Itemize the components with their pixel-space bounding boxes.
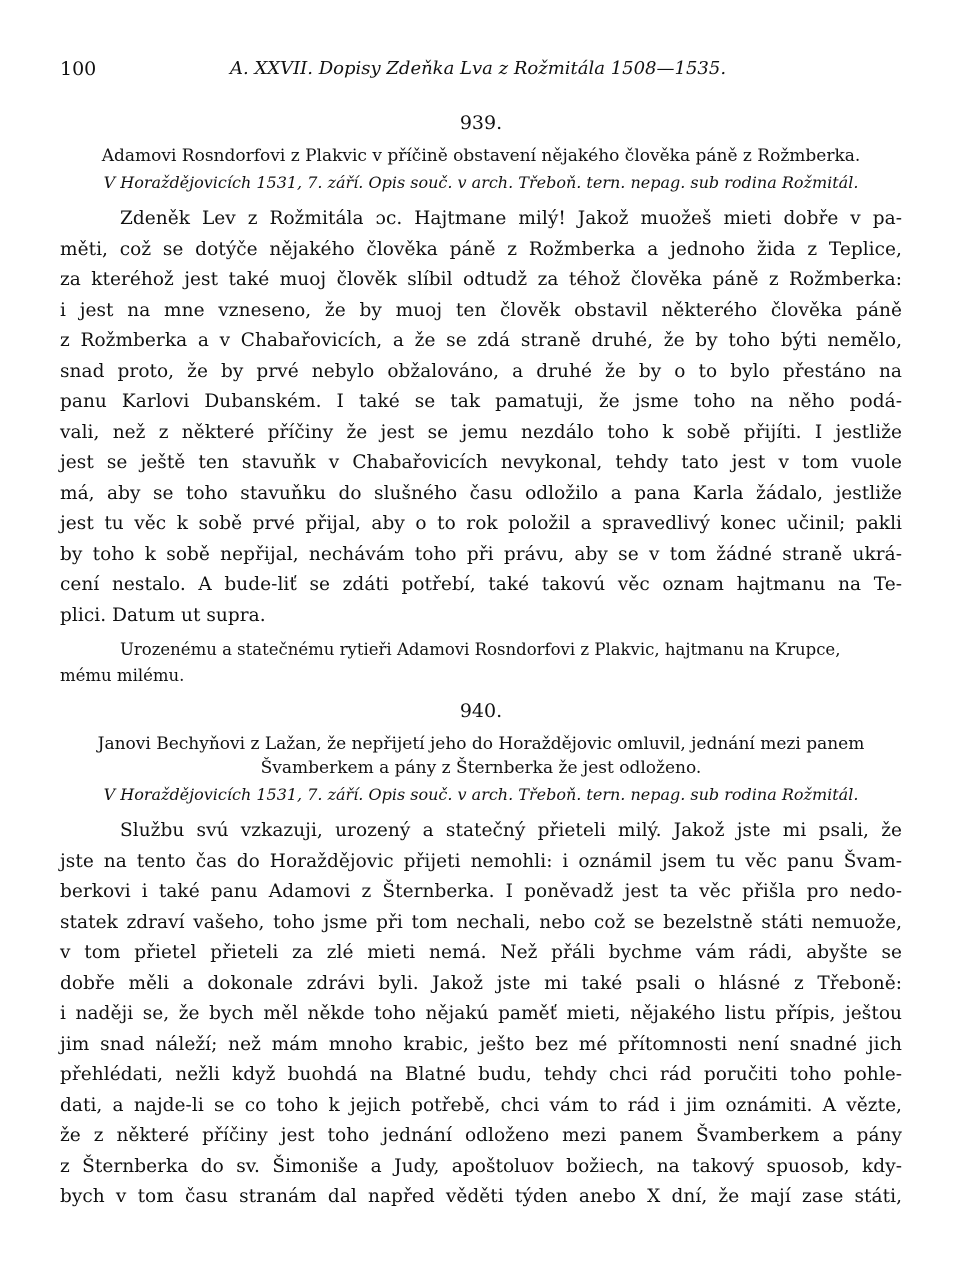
body-line: v tom přietel přieteli za zlé mieti nemá. Než přáli bychme vám rádi, abyšte se bbox=[60, 942, 902, 963]
body-line: vali, než z některé příčiny že jest se jemu nezdálo toho k sobě přijíti. I jestliže bbox=[60, 421, 902, 443]
body-line: jest se ještě ten stavuňk v Chabařovicích nevykonal, tehdy tato jest v tom vuole bbox=[60, 452, 902, 473]
body-line: snad proto, že by prvé nebylo obžalováno, a druhé že by o to bylo přestáno na bbox=[60, 360, 902, 382]
body-line: za kteréhož jest také muoj člověk slíbil odtudž za téhož člověka páně z Rožmberka: bbox=[60, 269, 902, 290]
body-line: i jest na mne vzneseno, že by muoj ten člověk obstavil některého člověka páně bbox=[60, 299, 902, 321]
body-line: bych v tom času stranám dal napřed věděti týden anebo X dní, že mají zase státi, bbox=[60, 1186, 902, 1207]
body-line: z Rožmberka a v Chabařovicích, a že se zdá straně druhé, že by toho býti nemělo, bbox=[60, 330, 902, 351]
page-number: 100 bbox=[60, 58, 97, 80]
letter-address bbox=[60, 637, 902, 689]
page-header bbox=[60, 58, 900, 88]
body-line: panu Karlovi Dubanském. I také se tak pamatuji, že jsme toho na něho podá- bbox=[60, 391, 902, 412]
address-line: Urozenému a statečnému rytieři Adamovi Rosndorfovi z Plakvic, hajtmanu na Krupce, bbox=[120, 640, 841, 659]
body-line: Službu svú vzkazuji, urozený a statečný přieteli milý. Jakož jste mi psali, že bbox=[120, 820, 902, 841]
body-line: cení nestalo. A bude-liť se zdáti potřebí, také takovú věc oznam hajtmanu na Te- bbox=[60, 574, 902, 595]
body-line: přehlédati, nežli když buohdá na Blatné budu, tehdy chci rád poručiti toho pohle- bbox=[60, 1064, 902, 1085]
body-line: jim snad náleží; než mám mnoho krabic, ješto bez mé přítomnosti není snadné jich bbox=[60, 1033, 902, 1055]
body-line: i naději se, že bych měl někde toho nějakú paměť mieti, nějakého listu přípis, ještou bbox=[60, 1003, 902, 1024]
body-line: statek zdraví vašeho, toho jsme při tom nechali, nebo což se bezelstně státi nemuože, bbox=[60, 911, 902, 933]
body-line: by toho k sobě nepřijal, nechávám toho při právu, aby se v tom žádné straně ukrá- bbox=[60, 543, 902, 565]
body-line: má, aby se toho stavuňku do slušného času odložilo a pana Karla žádalo, jestliže bbox=[60, 482, 902, 504]
letter-body bbox=[60, 816, 902, 1213]
letter-body bbox=[60, 204, 902, 631]
body-line: jste na tento čas do Horaždějovic přijeti nemohli: i oznámil jsem tu věc panu Švam- bbox=[60, 850, 902, 872]
address-line: mému milému. bbox=[60, 666, 185, 685]
letter-number: 939. bbox=[459, 112, 503, 134]
running-title: A. XXVII. Dopisy Zdeňka Lva z Rožmitála 1508—1535. bbox=[230, 58, 727, 79]
body-line: že z některé příčiny jest toho jednání odloženo mezi panem Švamberkem a pány bbox=[60, 1125, 902, 1146]
body-line: dati, a najde-li se co toho k jejich potřebě, chci vám to rád i jim oznámiti. A vězte, bbox=[60, 1094, 902, 1116]
letter-939 bbox=[60, 112, 902, 689]
summary-line: Janovi Bechyňovi z Lažan, že nepřijetí jeho do Horaždějovic omluvil, jednání mezi panem bbox=[97, 734, 865, 754]
body-line: jest tu věc k sobě prvé přijal, aby o to rok položil a spravedlivý konec učinil; pakli bbox=[60, 513, 902, 534]
body-line: berkovi i také panu Adamovi z Šternberka. I poněvadž jest ta věc přišla pro nedo- bbox=[60, 881, 902, 902]
body-line: dobře měli a dokonale zdrávi byli. Jakož jste mi také psali o hlásné z Třeboně: bbox=[60, 972, 902, 994]
body-line: Zdeněk Lev z Rožmitála ɔc. Hajtmane milý! Jakož muožeš mieti dobře v pa- bbox=[120, 208, 902, 229]
letter-summary bbox=[60, 732, 902, 780]
letter-number: 940. bbox=[459, 700, 503, 722]
summary-line: Švamberkem a pány z Šternberka že jest odloženo. bbox=[260, 758, 702, 778]
body-line: z Šternberka do sv. Šimoniše a Judy, apoštoluov božiech, na takový spuosob, kdy- bbox=[60, 1155, 902, 1177]
body-line: plici. Datum ut supra. bbox=[60, 604, 266, 626]
letter-source-note: V Horaždějovicích 1531, 7. září. Opis souč. v arch. Třeboň. tern. nepag. sub rodina Rožmitál. bbox=[103, 785, 859, 804]
body-line: měti, což se dotýče nějakého člověka páně z Rožmberka a jednoho žida z Teplice, bbox=[60, 238, 902, 260]
letter-940 bbox=[60, 700, 902, 1213]
letter-source-note: V Horaždějovicích 1531, 7. září. Opis souč. v arch. Třeboň. tern. nepag. sub rodina Rožmitál. bbox=[103, 173, 859, 192]
letter-summary: Adamovi Rosndorfovi z Plakvic v příčině obstavení nějakého člověka páně z Rožmberka. bbox=[101, 146, 861, 166]
